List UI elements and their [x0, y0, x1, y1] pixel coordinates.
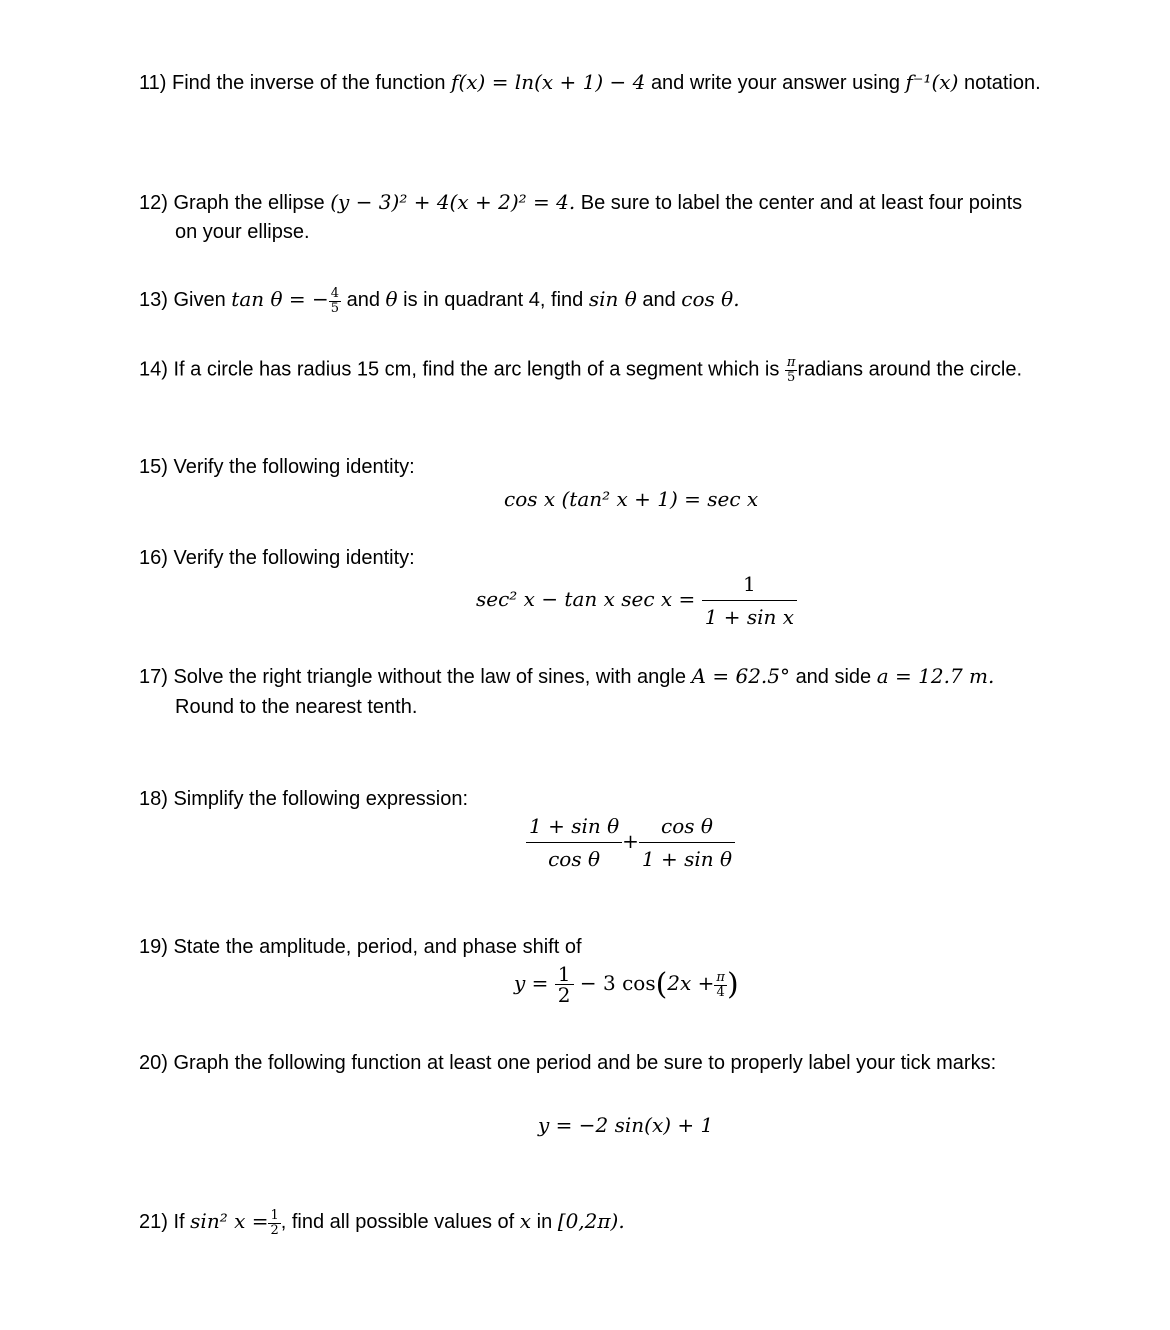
question-11 — [139, 69, 1041, 96]
question-13 — [139, 286, 740, 315]
question-text: Solve the right triangle without the law of sines, with angle — [173, 666, 686, 688]
side-value: a = 12.7 m. — [876, 664, 995, 688]
question-text: Verify the following identity: — [173, 547, 415, 569]
identity-equation-16 — [476, 574, 797, 627]
question-text: Be sure to label the center and at least four points — [580, 192, 1023, 214]
question-15 — [139, 454, 415, 480]
theta-symbol: θ — [385, 287, 398, 311]
expression-18 — [526, 816, 735, 869]
question-number: 14) — [139, 358, 168, 381]
fraction-one: $\frac{\text{1 + sin θ}}{\text{cos θ}}$ — [526, 816, 622, 869]
question-text: and side — [795, 666, 872, 688]
function-lhs: y = — [514, 971, 549, 995]
question-text: Graph the following function at least one period and be sure to properly label your tick marks: — [173, 1052, 997, 1074]
question-text: Verify the following identity: — [173, 456, 415, 478]
question-number: 16) — [139, 547, 168, 569]
question-number: 19) — [139, 936, 168, 958]
question-number: 12) — [139, 192, 168, 214]
cosine-argument: 2x + — [667, 971, 715, 995]
fraction-pi-fifths: $\frac{\pi}{5}$ — [786, 355, 796, 385]
question-17-continued — [175, 694, 417, 720]
question-text: If a circle has radius 15 cm, find the arc length of a segment which is — [173, 358, 780, 381]
trig-function-19: y = $\frac{1}{2}$ − 3 cos(2x + $\frac{\pi}{4}$ ) — [514, 962, 739, 1007]
question-19 — [139, 934, 582, 960]
question-number: 18) — [139, 788, 168, 810]
identity-rhs-fraction: $\frac{1}{\text{1 + sin x}}$ — [702, 574, 797, 627]
inverse-notation: f⁻¹(x) — [905, 70, 959, 94]
question-16 — [139, 545, 415, 571]
cosine-theta: cos θ. — [681, 287, 740, 311]
fraction-two: $\frac{\text{cos θ}}{\text{1 + sin θ}}$ — [639, 816, 735, 869]
question-text: notation. — [963, 72, 1041, 94]
question-text: Graph the ellipse — [173, 192, 325, 214]
question-text: and — [346, 289, 380, 311]
tangent-expression: tan θ = − — [231, 287, 329, 311]
question-text: Round to the nearest tenth. — [175, 696, 418, 718]
function-definition: f(x) = ln(x + 1) − 4 — [451, 70, 646, 94]
question-number: 17) — [139, 666, 168, 688]
question-text: , find all possible values of — [280, 1211, 515, 1233]
question-text: Find the inverse of the function — [171, 72, 446, 94]
question-21 — [139, 1208, 625, 1237]
angle-value: A = 62.5° — [691, 664, 790, 688]
identity-equation-15: cos x (tan² x + 1) = sec x — [504, 487, 759, 511]
question-text: and write your answer using — [650, 72, 900, 94]
question-text: radians around the circle. — [797, 358, 1023, 381]
question-text: in — [536, 1211, 553, 1233]
interval: [0,2π). — [557, 1209, 625, 1233]
fraction-one-half: $\frac{1}{2}$ — [270, 1207, 279, 1238]
question-text: on your ellipse. — [175, 221, 310, 243]
question-text: Given — [173, 289, 226, 311]
sine-squared-expression: sin² x = — [190, 1209, 269, 1233]
question-12 — [139, 189, 1022, 216]
question-text: is in quadrant 4, find — [403, 289, 584, 311]
ellipse-equation: (y − 3)² + 4(x + 2)² = 4. — [330, 190, 576, 214]
question-number: 15) — [139, 456, 168, 478]
plus-operator: + — [622, 829, 639, 853]
function-equation-20: y = −2 sin(x) + 1 — [538, 1113, 714, 1137]
fraction-four-fifths: $\frac{4}{5}$ — [330, 285, 340, 316]
identity-lhs: sec² x − tan x sec x = — [476, 587, 696, 611]
fraction-one-half: $\frac{1}{2}$ — [555, 964, 574, 1005]
question-text: Simplify the following expression: — [173, 788, 469, 810]
question-18 — [139, 786, 468, 812]
question-text: and — [642, 289, 676, 311]
question-number: 21) — [139, 1211, 168, 1233]
sine-theta: sin θ — [588, 287, 637, 311]
question-12-continued — [175, 219, 310, 245]
question-17 — [139, 663, 994, 690]
question-14 — [139, 356, 1022, 384]
question-number: 13) — [139, 289, 168, 311]
fraction-pi-fourths: $\frac{\pi}{4}$ — [716, 969, 725, 1000]
question-number: 20) — [139, 1052, 168, 1074]
question-20 — [139, 1050, 996, 1076]
question-number: 11) — [139, 72, 167, 94]
question-text: State the amplitude, period, and phase shift of — [173, 936, 582, 958]
question-text: If — [173, 1211, 185, 1233]
variable-x: x — [519, 1209, 532, 1233]
cosine-term: − 3 cos — [579, 971, 656, 995]
